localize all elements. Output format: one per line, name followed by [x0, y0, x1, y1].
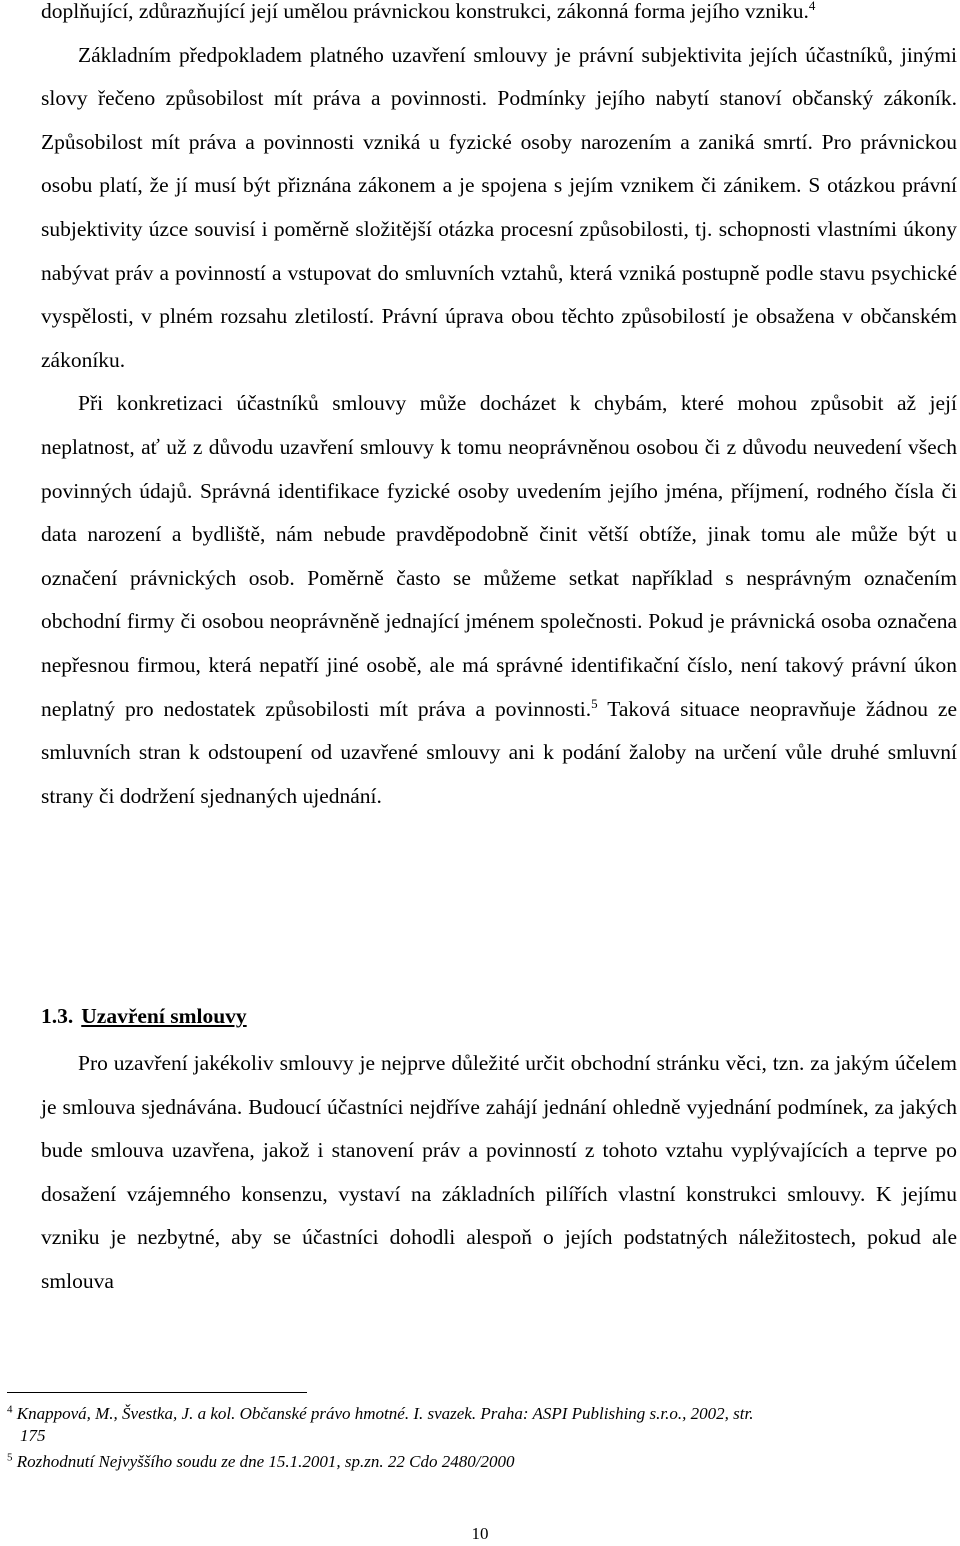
- page-number: 10: [471, 1524, 489, 1543]
- paragraph-3-text-b: Taková situace neopravňuje žádnou ze smluvních stran k odstoupení od uzavřené smlouvy ani k podání žaloby na určení vůle druhé smluvní strany či dodržení sjednaných ujednání.: [41, 696, 957, 808]
- footnote-ref-4: 4: [808, 0, 816, 13]
- footnotes: [7, 1403, 947, 1477]
- body-text-lower: [41, 1042, 957, 1304]
- paragraph-3-text-a: Při konkretizaci účastníků smlouvy může docházet k chybám, které mohou způsobit až její neplatnost, ať už z důvodu uzavření smlouvy k tomu neoprávněnou osobou či z důvodu neuvedení všech povinných údajů. Správná identifikace fyzické osoby uvedením jejího jména, příjmení, rodného čísla či data narození a bydliště, nám nebude pravděpodobně činit větší obtíže, jinak tomu ale může být u označení právnických osob. Poměrně často se můžeme setkat například s nesprávným označením obchodní firmy či osobou neoprávněně jednající jménem společnosti. Pokud je právnická osoba označena nepřesnou firmou, která nepatří jiné osobě, ale má správné identifikační číslo, není takový právní úkon neplatný pro nedostatek způsobilosti mít práva a povinnosti.: [41, 391, 957, 721]
- footnote-5: [7, 1451, 947, 1473]
- body-text-upper: [41, 0, 957, 818]
- paragraph-2: Základním předpokladem platného uzavření smlouvy je právní subjektivita jejích účastníků, jinými slovy řečeno způsobilost mít práva a povinnosti. Podmínky jejího nabytí stanoví občanský zákoník. Způsobilost mít práva a povinnosti vzniká u fyzické osoby narozením a zaniká smrtí. Pro právnickou osobu platí, že jí musí být přiznána zákonem a je spojena s jejím vznikem či zánikem. S otázkou právní subjektivity úzce souvisí i poměrně složitější otázka procesní způsobilosti, tj. schopnosti vlastními úkony nabývat práv a povinností a vstupovat do smluvních vztahů, která vzniká postupně podle stavu psychické vyspělosti, v plném rozsahu zletilostí. Právní úprava obou těchto způsobilostí je obsažena v občanském zákoníku.: [41, 42, 957, 372]
- footnote-mark: 5: [7, 1451, 13, 1464]
- section-title: Uzavření smlouvy: [81, 1004, 247, 1028]
- paragraph-1-text: doplňující, zdůrazňující její umělou právnickou konstrukci, zákonná forma jejího vzniku.: [41, 0, 809, 23]
- footnote-text: Knappová, M., Švestka, J. a kol. Občanské právo hmotné. I. svazek. Praha: ASPI Publishing s.r.o., 2002, str.: [16, 1404, 754, 1423]
- footnote-4: [7, 1403, 947, 1447]
- footnote-ref-5: 5: [591, 695, 598, 711]
- paragraph-3: [41, 382, 957, 818]
- section-heading: [41, 1004, 247, 1029]
- footnote-mark: 4: [7, 1403, 13, 1416]
- footnote-text-continued: 175: [20, 1426, 46, 1445]
- paragraph-4: Pro uzavření jakékoliv smlouvy je nejprve důležité určit obchodní stránku věci, tzn. za jakým účelem je smlouva sjednávána. Budoucí účastníci nejdříve zahájí jednání ohledně vyjednání podmínek, za jakých bude smlouva uzavřena, jakož i stanovení práv a povinností z tohoto vztahu vyplývajících a teprve po dosažení vzájemného konsenzu, vystaví na základních pilířích vlastní konstrukci smlouvy. K jejímu vzniku je nezbytné, aby se účastníci dohodli alespoň o jejích podstatných náležitostech, pokud ale smlouva: [41, 1051, 957, 1293]
- paragraph-1: [41, 0, 957, 34]
- section-number: 1.3.: [41, 1004, 74, 1028]
- footnote-separator: [7, 1392, 307, 1393]
- footnote-text: Rozhodnutí Nejvyššího soudu ze dne 15.1.2001, sp.zn. 22 Cdo 2480/2000: [16, 1452, 515, 1471]
